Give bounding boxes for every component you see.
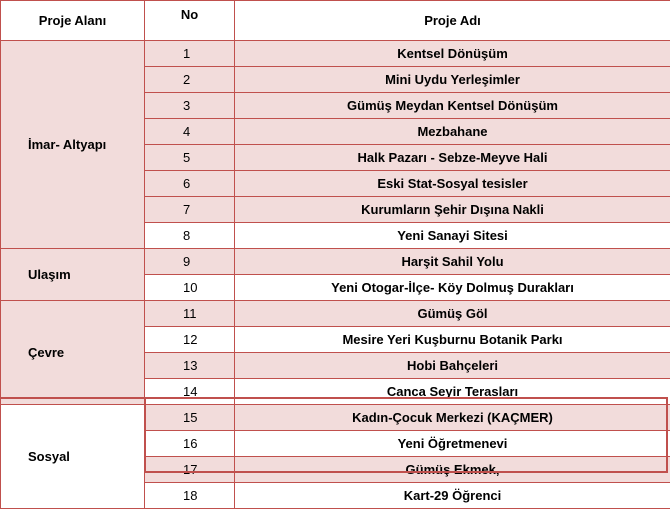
row-name: Gümüş Göl xyxy=(235,301,670,327)
row-name: Kart-29 Öğrenci xyxy=(235,483,670,509)
row-no: 11 xyxy=(145,301,235,327)
row-no: 12 xyxy=(145,327,235,353)
row-name: Kadın-Çocuk Merkezi (KAÇMER) xyxy=(235,405,670,431)
row-no: 9 xyxy=(145,249,235,275)
row-no: 3 xyxy=(145,93,235,119)
row-no: 14 xyxy=(145,379,235,405)
area-ulasim: Ulaşım xyxy=(1,249,145,301)
header-row xyxy=(1,1,670,41)
row-name: Eski Stat-Sosyal tesisler xyxy=(235,171,670,197)
row-no: 13 xyxy=(145,353,235,379)
row-name: Gümüş Ekmek, xyxy=(235,457,670,483)
row-name: Yeni Otogar-İlçe- Köy Dolmuş Durakları xyxy=(235,275,670,301)
area-imar-altyapi: İmar- Altyapı xyxy=(1,41,145,249)
row-name: Mesire Yeri Kuşburnu Botanik Parkı xyxy=(235,327,670,353)
row-no: 5 xyxy=(145,145,235,171)
row-name: Mezbahane xyxy=(235,119,670,145)
row-name: Yeni Sanayi Sitesi xyxy=(235,223,670,249)
header-no: No xyxy=(145,1,235,41)
area-cevre: Çevre xyxy=(1,301,145,405)
row-no: 6 xyxy=(145,171,235,197)
row-name: Gümüş Meydan Kentsel Dönüşüm xyxy=(235,93,670,119)
row-no: 17 xyxy=(145,457,235,483)
row-name: Kentsel Dönüşüm xyxy=(235,41,670,67)
table-row xyxy=(1,405,670,431)
table-row xyxy=(1,41,670,67)
header-area: Proje Alanı xyxy=(1,1,145,41)
row-no: 1 xyxy=(145,41,235,67)
table-row xyxy=(1,301,670,327)
table-row xyxy=(1,249,670,275)
row-name: Mini Uydu Yerleşimler xyxy=(235,67,670,93)
row-no: 15 xyxy=(145,405,235,431)
row-no: 16 xyxy=(145,431,235,457)
row-name: Yeni Öğretmenevi xyxy=(235,431,670,457)
row-no: 4 xyxy=(145,119,235,145)
row-no: 10 xyxy=(145,275,235,301)
header-name: Proje Adı xyxy=(235,1,670,41)
row-name: Harşit Sahil Yolu xyxy=(235,249,670,275)
row-no: 8 xyxy=(145,223,235,249)
row-name: Canca Seyir Terasları xyxy=(235,379,670,405)
row-no: 18 xyxy=(145,483,235,509)
row-name: Hobi Bahçeleri xyxy=(235,353,670,379)
row-name: Kurumların Şehir Dışına Nakli xyxy=(235,197,670,223)
row-no: 7 xyxy=(145,197,235,223)
area-sosyal: Sosyal xyxy=(1,405,145,509)
row-no: 2 xyxy=(145,67,235,93)
row-name: Halk Pazarı - Sebze-Meyve Hali xyxy=(235,145,670,171)
